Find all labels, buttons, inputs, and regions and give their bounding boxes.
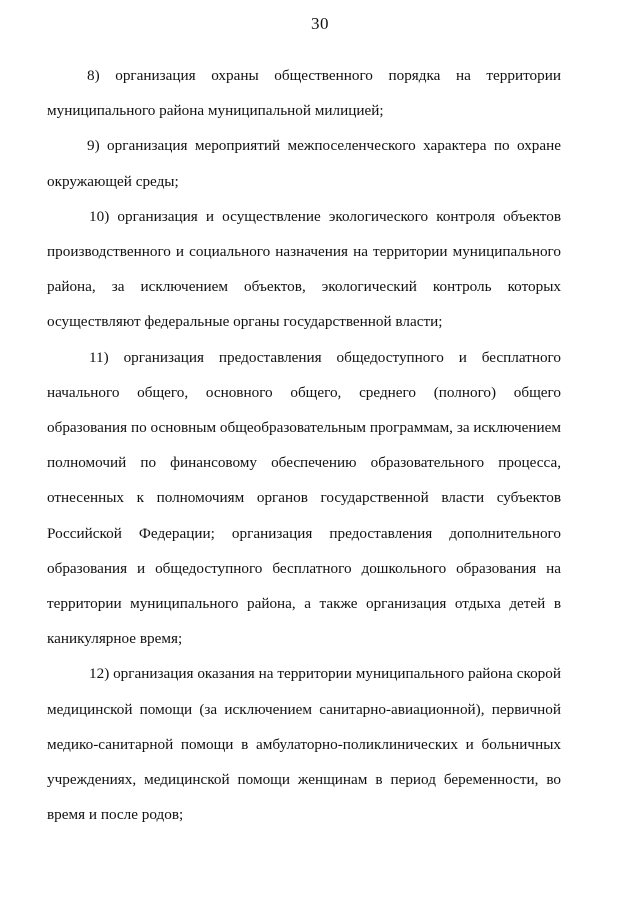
paragraph-item-9: 9) организация мероприятий межпоселенческого характера по охране окружающей среды; — [47, 137, 561, 190]
paragraph-item-8: 8) организация охраны общественного порядка на территории муниципального района муниципальной милицией; — [47, 67, 561, 120]
paragraph-item-10: 10) организация и осуществление экологического контроля объектов производственного и социального назначения на территории муниципального района, за исключением объектов, экологический контроль которых осуществляют федеральные органы государственной власти; — [47, 207, 561, 331]
paragraph-item-11: 11) организация предоставления общедоступного и бесплатного начального общего, основного общего, среднего (полного) общего образования по основным общеобразовательным программам, за исключением полномочий по финансовому обеспечению образовательного процесса, отнесенных к полномочиям органов государственной власти субъектов Российской Федерации; организация предоставления дополнительного образования и общедоступного бесплатного дошкольного образования на территории муниципального района, а также организация отдыха детей в каникулярное время; — [47, 348, 561, 648]
paragraph-item-12: 12) организация оказания на территории муниципального района скорой медицинской помощи (за исключением санитарно-авиационной), первичной медико-санитарной помощи в амбулаторно-поликлинических и больничных учреждениях, медицинской помощи женщинам в период беременности, во время и после родов; — [47, 665, 561, 824]
page-number: 30 — [311, 14, 329, 33]
document-body — [47, 58, 561, 832]
